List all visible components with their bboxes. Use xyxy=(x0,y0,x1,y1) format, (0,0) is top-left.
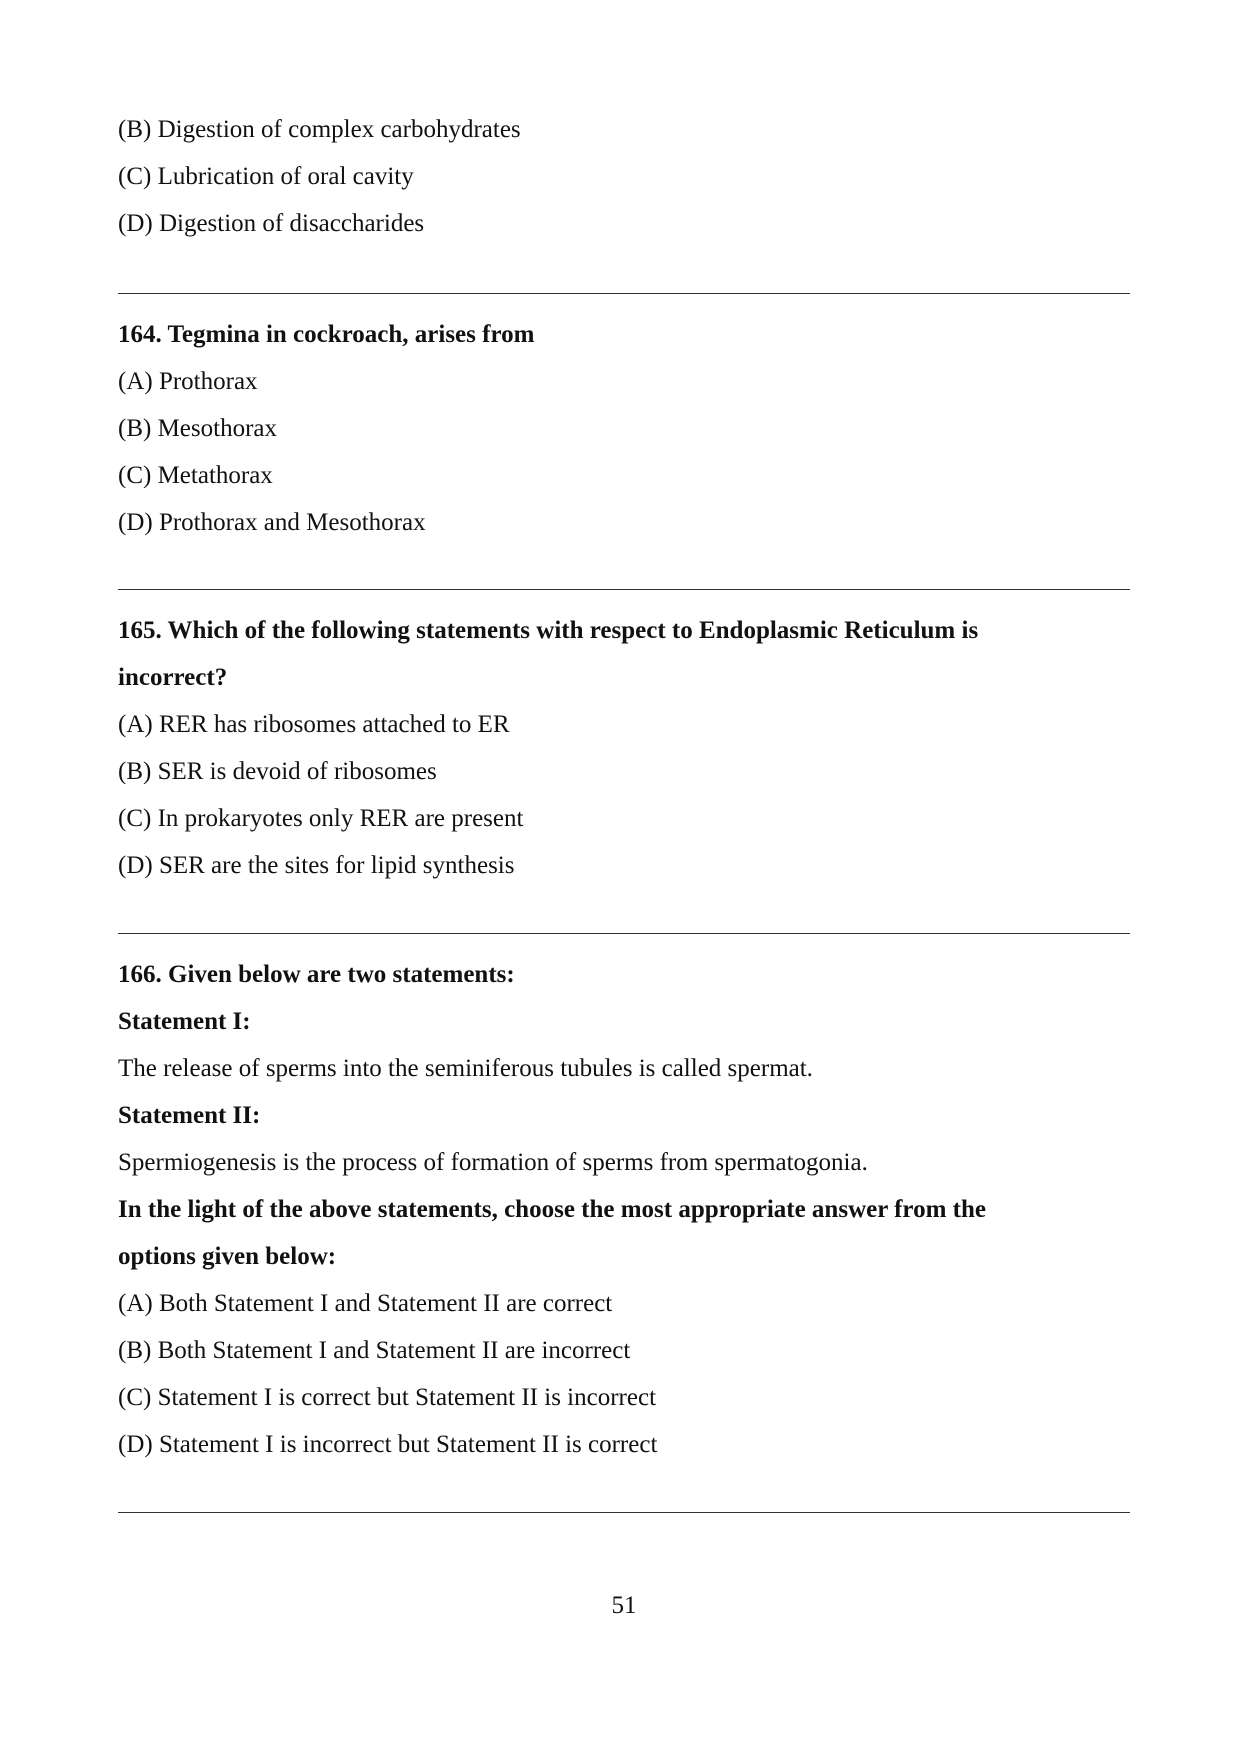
carryover-option-b: (B) Digestion of complex carbohydrates xyxy=(118,116,521,143)
q165-option-b: (B) SER is devoid of ribosomes xyxy=(118,758,437,785)
instruction-line2: options given below: xyxy=(118,1243,337,1270)
q164-option-a: (A) Prothorax xyxy=(118,368,258,395)
q165-option-d: (D) SER are the sites for lipid synthesis xyxy=(118,852,515,879)
divider xyxy=(118,933,1130,934)
instruction-line1: In the light of the above statements, choose the most appropriate answer from the xyxy=(118,1196,986,1223)
divider xyxy=(118,1512,1130,1513)
q165-option-c: (C) In prokaryotes only RER are present xyxy=(118,805,524,832)
carryover-option-c: (C) Lubrication of oral cavity xyxy=(118,163,414,190)
q164-option-d: (D) Prothorax and Mesothorax xyxy=(118,509,426,536)
q166-option-b: (B) Both Statement I and Statement II are incorrect xyxy=(118,1337,631,1364)
statement-2-label: Statement II: xyxy=(118,1102,261,1129)
divider xyxy=(118,589,1130,590)
statement-1-text: The release of sperms into the seminiferous tubules is called spermat. xyxy=(118,1055,813,1082)
question-164: 164. Tegmina in cockroach, arises from xyxy=(118,321,535,348)
page-number: 51 xyxy=(611,1592,637,1619)
q165-option-a: (A) RER has ribosomes attached to ER xyxy=(118,711,510,738)
carryover-option-d: (D) Digestion of disaccharides xyxy=(118,210,425,237)
divider xyxy=(118,293,1130,294)
statement-2-text: Spermiogenesis is the process of formation of sperms from spermatogonia. xyxy=(118,1149,868,1176)
statement-1-label: Statement I: xyxy=(118,1008,251,1035)
q166-option-a: (A) Both Statement I and Statement II are correct xyxy=(118,1290,613,1317)
question-165-line2: incorrect? xyxy=(118,664,228,691)
q164-option-b: (B) Mesothorax xyxy=(118,415,277,442)
question-166: 166. Given below are two statements: xyxy=(118,961,515,988)
q164-option-c: (C) Metathorax xyxy=(118,462,273,489)
q166-option-d: (D) Statement I is incorrect but Statement II is correct xyxy=(118,1431,658,1458)
q166-option-c: (C) Statement I is correct but Statement II is incorrect xyxy=(118,1384,657,1411)
question-165-line1: 165. Which of the following statements with respect to Endoplasmic Reticulum is xyxy=(118,617,979,644)
